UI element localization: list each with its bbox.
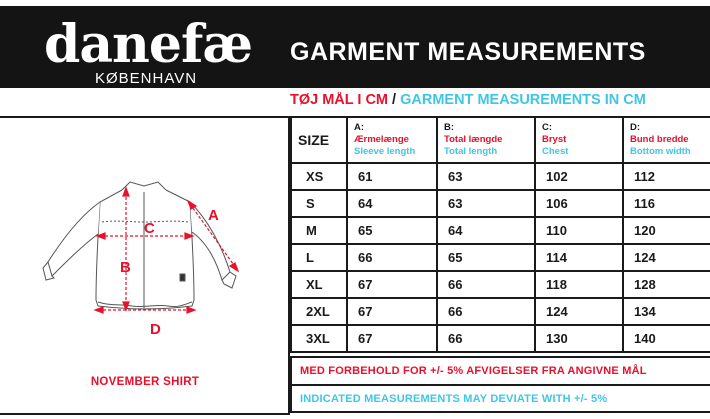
size-cell: XL: [291, 271, 347, 298]
value-cell: 112: [623, 163, 710, 190]
size-cell: M: [291, 217, 347, 244]
diagram-label-d: D: [150, 321, 161, 338]
value-cell: 66: [437, 298, 535, 325]
size-cell: L: [291, 244, 347, 271]
brand-subtitle: KØBENHAVN: [95, 70, 198, 87]
value-cell: 114: [535, 244, 623, 271]
page-title: GARMENT MEASUREMENTS: [290, 38, 646, 66]
table-row: [291, 298, 710, 325]
subtitle-danish: TØJ MÅL I CM: [290, 92, 389, 108]
value-cell: 106: [535, 190, 623, 217]
value-cell: 140: [623, 325, 710, 352]
value-cell: 130: [535, 325, 623, 352]
value-cell: 110: [535, 217, 623, 244]
column-header-chest: C: Bryst Chest: [535, 117, 623, 163]
subtitle-english: GARMENT MEASUREMENTS IN CM: [400, 92, 646, 108]
value-cell: 65: [347, 217, 437, 244]
value-cell: 63: [437, 190, 535, 217]
diagram-label-b: B: [120, 259, 131, 276]
value-cell: 64: [437, 217, 535, 244]
value-cell: 102: [535, 163, 623, 190]
table-row: [291, 325, 710, 352]
diagram-label-a: A: [208, 207, 219, 224]
value-cell: 134: [623, 298, 710, 325]
product-name: NOVEMBER SHIRT: [90, 376, 200, 388]
diagram-label-c: C: [144, 220, 155, 237]
shirt-diagram: [40, 176, 250, 366]
deviation-note-danish: MED FORBEHOLD FOR +/- 5% AFVIGELSER FRA ANGIVNE MÅL: [290, 356, 710, 385]
size-chart-table: [290, 116, 710, 353]
deviation-note-english: INDICATED MEASUREMENTS MAY DEVIATE WITH +/- 5%: [290, 384, 710, 413]
brand-logo: danefæ: [44, 14, 253, 75]
header-bar: [0, 0, 710, 88]
value-cell: 67: [347, 325, 437, 352]
column-header-bottom-width: D: Bund bredde Bottom width: [623, 117, 710, 163]
value-cell: 66: [437, 271, 535, 298]
measurement-subtitle: [290, 92, 710, 112]
table-row: [291, 217, 710, 244]
value-cell: 67: [347, 271, 437, 298]
value-cell: 118: [535, 271, 623, 298]
value-cell: 124: [623, 244, 710, 271]
value-cell: 67: [347, 298, 437, 325]
table-row: [291, 271, 710, 298]
table-row: [291, 190, 710, 217]
size-column-header: SIZE: [291, 117, 347, 163]
value-cell: 66: [347, 244, 437, 271]
table-header-row: [291, 117, 710, 163]
subtitle-separator: /: [392, 92, 397, 108]
value-cell: 64: [347, 190, 437, 217]
value-cell: 63: [437, 163, 535, 190]
table-row: [291, 163, 710, 190]
value-cell: 128: [623, 271, 710, 298]
size-cell: XS: [291, 163, 347, 190]
value-cell: 120: [623, 217, 710, 244]
value-cell: 124: [535, 298, 623, 325]
value-cell: 66: [437, 325, 535, 352]
value-cell: 61: [347, 163, 437, 190]
size-cell: 2XL: [291, 298, 347, 325]
value-cell: 65: [437, 244, 535, 271]
table-row: [291, 244, 710, 271]
column-header-total-length: B: Total længde Total length: [437, 117, 535, 163]
size-cell: 3XL: [291, 325, 347, 352]
size-cell: S: [291, 190, 347, 217]
column-header-sleeve: A: Ærmelænge Sleeve length: [347, 117, 437, 163]
shirt-diagram-panel: [0, 116, 290, 415]
value-cell: 116: [623, 190, 710, 217]
